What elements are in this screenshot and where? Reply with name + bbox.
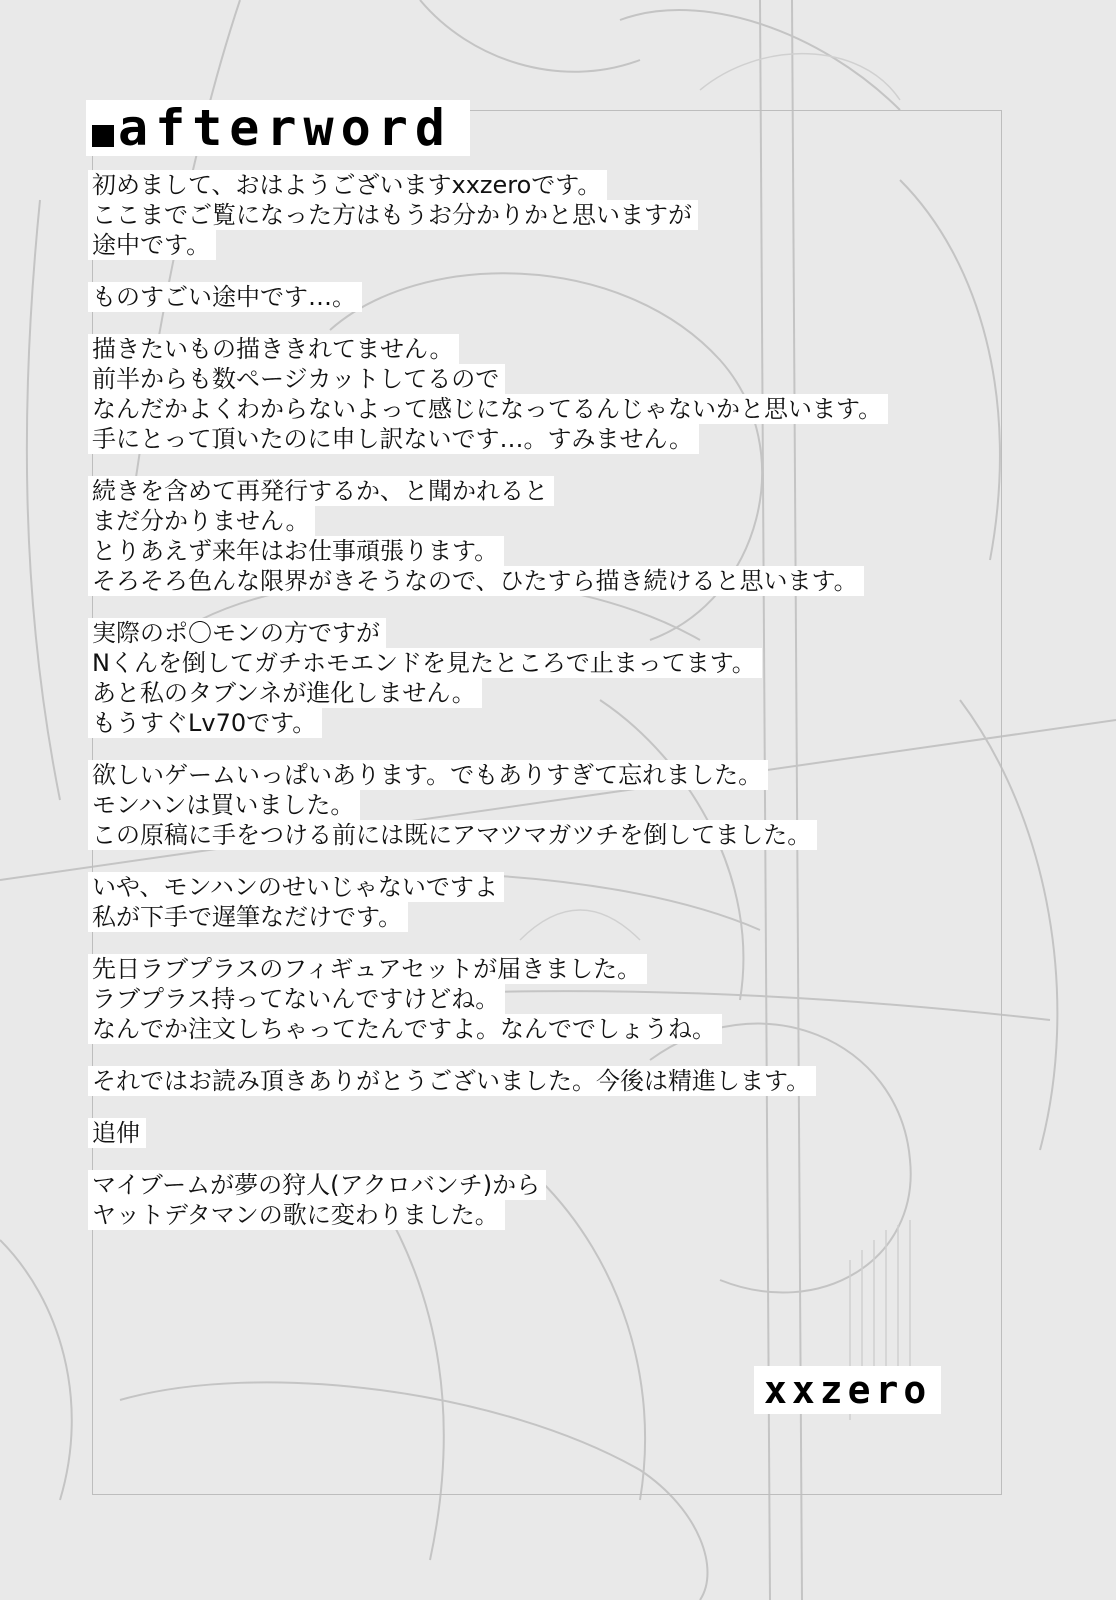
afterword-body bbox=[88, 170, 988, 1252]
text-line: もうすぐLv70です。 bbox=[88, 708, 322, 738]
text-line: なんだかよくわからないよって感じになってるんじゃないかと思います。 bbox=[88, 394, 888, 424]
text-line: 前半からも数ページカットしてるので bbox=[88, 364, 505, 394]
text-line: ものすごい途中です…。 bbox=[88, 282, 362, 312]
text-line: 続きを含めて再発行するか、と聞かれると bbox=[88, 476, 554, 506]
paragraph bbox=[88, 618, 988, 738]
text-line: 実際のポ〇モンの方ですが bbox=[88, 618, 386, 648]
paragraph bbox=[88, 1118, 988, 1148]
text-line: 追伸 bbox=[88, 1118, 146, 1148]
paragraph bbox=[88, 954, 988, 1044]
text-line: この原稿に手をつける前には既にアマツマガツチを倒してました。 bbox=[88, 820, 817, 850]
paragraph bbox=[88, 334, 988, 454]
text-line: ここまでご覧になった方はもうお分かりかと思いますが bbox=[88, 200, 698, 230]
paragraph bbox=[88, 282, 988, 312]
text-line: いや、モンハンのせいじゃないですよ bbox=[88, 872, 504, 902]
author-signature: xxzero bbox=[764, 1368, 932, 1412]
bullet-square-icon bbox=[92, 125, 114, 147]
signature-box bbox=[754, 1366, 941, 1414]
text-line: 先日ラブプラスのフィギュアセットが届きました。 bbox=[88, 954, 647, 984]
afterword-heading bbox=[86, 100, 470, 156]
text-line: ラブプラス持ってないんですけどね。 bbox=[88, 984, 505, 1014]
paragraph bbox=[88, 170, 988, 260]
text-line: モンハンは買いました。 bbox=[88, 790, 360, 820]
paragraph bbox=[88, 760, 988, 850]
text-line: Nくんを倒してガチホモエンドを見たところで止まってます。 bbox=[88, 648, 762, 678]
text-line: 途中です。 bbox=[88, 230, 216, 260]
text-line: まだ分かりません。 bbox=[88, 506, 315, 536]
text-line: なんでか注文しちゃってたんですよ。なんででしょうね。 bbox=[88, 1014, 722, 1044]
text-line: ヤットデタマンの歌に変わりました。 bbox=[88, 1200, 505, 1230]
paragraph bbox=[88, 476, 988, 596]
text-line: あと私のタブンネが進化しません。 bbox=[88, 678, 482, 708]
text-line: 欲しいゲームいっぱいあります。でもありすぎて忘れました。 bbox=[88, 760, 768, 790]
text-line: それではお読み頂きありがとうございました。今後は精進します。 bbox=[88, 1066, 816, 1096]
text-line: 初めまして、おはようございますxxzeroです。 bbox=[88, 170, 607, 200]
text-line: 私が下手で遅筆なだけです。 bbox=[88, 902, 408, 932]
text-line: 描きたいもの描ききれてません。 bbox=[88, 334, 459, 364]
text-line: そろそろ色んな限界がきそうなので、ひたすら描き続けると思います。 bbox=[88, 566, 864, 596]
text-line: 手にとって頂いたのに申し訳ないです…。すみません。 bbox=[88, 424, 699, 454]
text-line: マイブームが夢の狩人(アクロバンチ)から bbox=[88, 1170, 546, 1200]
text-line: とりあえず来年はお仕事頑張ります。 bbox=[88, 536, 504, 566]
paragraph bbox=[88, 872, 988, 932]
heading-title: afterword bbox=[118, 99, 452, 157]
paragraph bbox=[88, 1170, 988, 1230]
paragraph bbox=[88, 1066, 988, 1096]
